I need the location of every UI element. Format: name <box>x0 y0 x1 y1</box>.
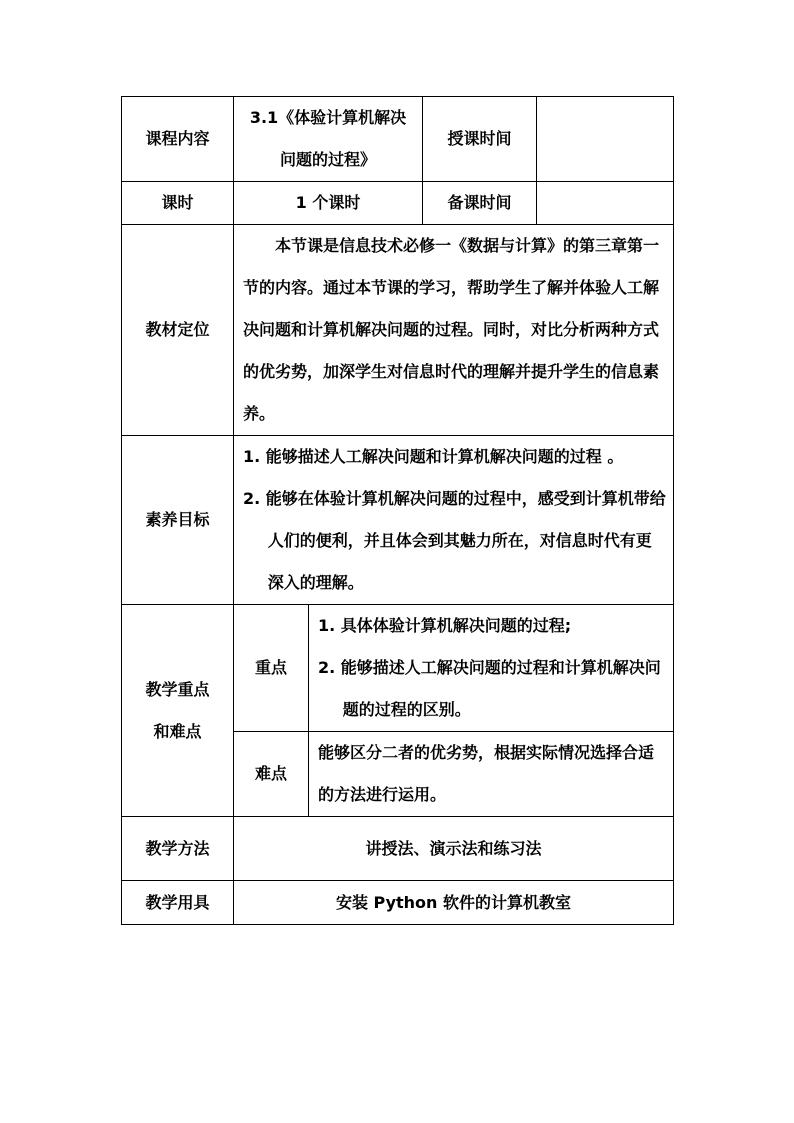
teach-time-value <box>537 97 674 182</box>
key-difficult-label: 教学重点和难点 <box>122 605 234 817</box>
difficult-label: 难点 <box>234 732 309 817</box>
row-material <box>122 225 674 436</box>
method-label: 教学方法 <box>122 817 234 881</box>
goal-item: 1. 能够描述人工解决问题和计算机解决问题的过程 。 <box>243 447 624 466</box>
method-value: 讲授法、演示法和练习法 <box>234 817 674 881</box>
period-value: 1 个课时 <box>234 182 423 225</box>
prep-time-label: 备课时间 <box>423 182 537 225</box>
key-item: 1. 具体体验计算机解决问题的过程; <box>318 616 572 635</box>
material-text: 本节课是信息技术必修一《数据与计算》的第三章第一节的内容。通过本节课的学习，帮助学生了解并体验人工解决问题和计算机解决问题的过程。同时，对比分析两种方式的优劣势，加深学生对信息时代的理解并提升学生的信息素养。 <box>234 225 674 436</box>
key-item: 2. 能够描述人工解决问题的过程和计算机解决问题的过程的区别。 <box>318 658 661 719</box>
goal-item: 2. 能够在体验计算机解决问题的过程中，感受到计算机带给人们的便利，并且体会到其魅力所在，对信息时代有更深入的理解。 <box>243 489 666 592</box>
prep-time-value <box>537 182 674 225</box>
material-label: 教材定位 <box>122 225 234 436</box>
tools-value: 安装 Python 软件的计算机教室 <box>234 881 674 925</box>
row-period <box>122 182 674 225</box>
row-tools <box>122 881 674 925</box>
lesson-plan-table <box>121 96 674 925</box>
period-label: 课时 <box>122 182 234 225</box>
tools-label: 教学用具 <box>122 881 234 925</box>
course-value: 3.1《体验计算机解决问题的过程》 <box>234 97 423 182</box>
teach-time-label: 授课时间 <box>423 97 537 182</box>
row-key-points <box>122 605 674 732</box>
row-goals <box>122 436 674 605</box>
course-label: 课程内容 <box>122 97 234 182</box>
row-course <box>122 97 674 182</box>
key-list <box>309 605 674 732</box>
key-label: 重点 <box>234 605 309 732</box>
row-method <box>122 817 674 881</box>
difficult-text: 能够区分二者的优劣势，根据实际情况选择合适的方法进行运用。 <box>309 732 674 817</box>
goals-label: 素养目标 <box>122 436 234 605</box>
goals-list <box>234 436 674 605</box>
